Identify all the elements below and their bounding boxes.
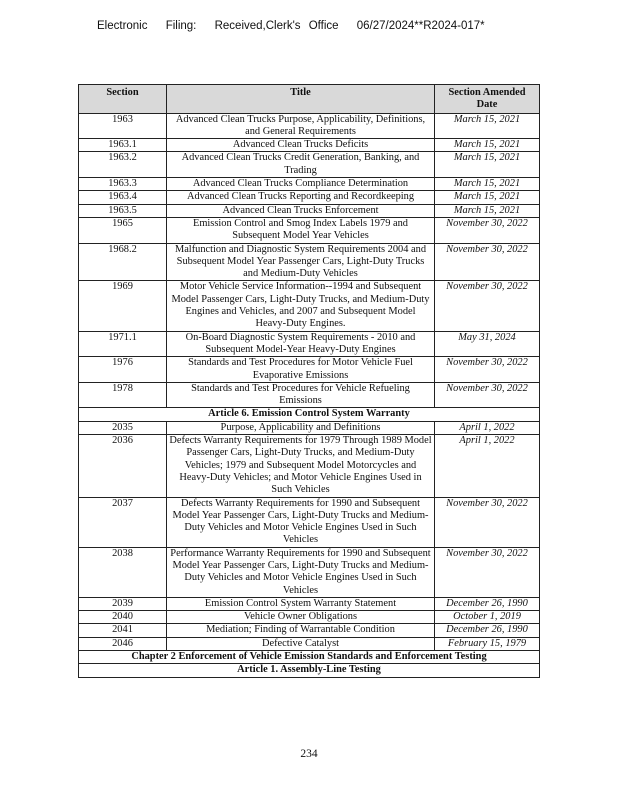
amended-date-cell: November 30, 2022 [435,217,540,243]
section-title-cell: Advanced Clean Trucks Compliance Determination [167,178,435,191]
section-title-cell: Advanced Clean Trucks Deficits [167,139,435,152]
article-1-heading: Article 1. Assembly-Line Testing [79,664,540,677]
section-number-cell: 2040 [79,611,167,624]
section-number-cell: 1978 [79,382,167,408]
section-title-cell: Standards and Test Procedures for Motor Vehicle Fuel Evaporative Emissions [167,357,435,383]
amended-date-cell: March 15, 2021 [435,113,540,139]
amended-date-cell: April 1, 2022 [435,421,540,434]
amended-date-cell: March 15, 2021 [435,191,540,204]
amended-date-cell: November 30, 2022 [435,382,540,408]
amended-date-cell: November 30, 2022 [435,357,540,383]
table-header-row [79,85,540,114]
section-title-cell: Standards and Test Procedures for Vehicle Refueling Emissions [167,382,435,408]
section-title-cell: Mediation; Finding of Warrantable Condition [167,624,435,637]
table-row [79,243,540,281]
filing-header [97,20,499,32]
chapter-2-heading: Chapter 2 Enforcement of Vehicle Emission Standards and Enforcement Testing [79,651,540,664]
section-title-cell: Emission Control System Warranty Statement [167,597,435,610]
table-body-part-1 [79,113,540,408]
table-row [79,435,540,497]
table-row [79,113,540,139]
section-number-cell: 2036 [79,435,167,497]
table-row [79,547,540,597]
amended-date-cell: November 30, 2022 [435,547,540,597]
section-title-cell: Defects Warranty Requirements for 1990 and Subsequent Model Year Passenger Cars, Light-Duty Trucks and Medium-Duty Vehicles and Motor Vehicle Engines Used in Such Vehicles [167,497,435,547]
table-row [79,421,540,434]
section-number-cell: 1963.1 [79,139,167,152]
column-header-section: Section [79,85,167,114]
page-number: 234 [300,748,318,760]
section-title-cell: Purpose, Applicability and Definitions [167,421,435,434]
header-part-3: Received,Clerk's [214,20,301,32]
section-number-cell: 1963 [79,113,167,139]
section-title-cell: Malfunction and Diagnostic System Requirements 2004 and Subsequent Model Year Passenger Cars, Light-Duty Trucks and Medium-Duty Vehicles [167,243,435,281]
table-row [79,597,540,610]
table-row [79,191,540,204]
amended-date-cell: March 15, 2021 [435,152,540,178]
table-row [79,497,540,547]
amended-date-cell: October 1, 2019 [435,611,540,624]
section-number-cell: 2037 [79,497,167,547]
amended-date-cell: May 31, 2024 [435,331,540,357]
section-number-cell: 1976 [79,357,167,383]
table-row [79,637,540,650]
amended-date-cell: April 1, 2022 [435,435,540,497]
section-number-cell: 1963.2 [79,152,167,178]
table-row [79,357,540,383]
section-number-cell: 1971.1 [79,331,167,357]
section-title-cell: Defective Catalyst [167,637,435,650]
table-row [79,624,540,637]
table-row [79,611,540,624]
section-title-cell: Defects Warranty Requirements for 1979 Through 1989 Model Passenger Cars, Light-Duty Trucks, and Medium-Duty Vehicles; 1979 and Subsequent Model Motorcycles and Heavy-Duty Vehicles; and Motor Vehicle Engines Used in Such Vehicles [167,435,435,497]
section-title-cell: Advanced Clean Trucks Reporting and Recordkeeping [167,191,435,204]
column-header-amended-date: Section Amended Date [435,85,540,114]
section-number-cell: 2035 [79,421,167,434]
header-part-5: 06/27/2024**R2024-017* [356,20,485,32]
section-title-cell: Emission Control and Smog Index Labels 1979 and Subsequent Model Year Vehicles [167,217,435,243]
table-row [79,204,540,217]
section-number-cell: 1968.2 [79,243,167,281]
table-row [79,382,540,408]
amended-date-cell: November 30, 2022 [435,243,540,281]
section-number-cell: 2039 [79,597,167,610]
header-part-4: Office [308,20,339,32]
table-body-part-2 [79,421,540,650]
amended-date-cell: December 26, 1990 [435,597,540,610]
section-number-cell: 2038 [79,547,167,597]
section-number-cell: 1963.4 [79,191,167,204]
section-title-cell: On-Board Diagnostic System Requirements - 2010 and Subsequent Model-Year Heavy-Duty Engines [167,331,435,357]
section-number-cell: 1969 [79,281,167,331]
table-row [79,281,540,331]
section-title-cell: Performance Warranty Requirements for 1990 and Subsequent Model Year Passenger Cars, Light-Duty Trucks and Medium-Duty Vehicles and Motor Vehicle Engines Used in Such Vehicles [167,547,435,597]
table-row [79,217,540,243]
section-number-cell: 1963.5 [79,204,167,217]
section-title-cell: Vehicle Owner Obligations [167,611,435,624]
section-title-cell: Advanced Clean Trucks Purpose, Applicability, Definitions, and General Requirements [167,113,435,139]
section-number-cell: 1965 [79,217,167,243]
section-number-cell: 2041 [79,624,167,637]
amended-date-cell: December 26, 1990 [435,624,540,637]
header-part-1: Electronic [97,20,148,32]
amended-date-cell: November 30, 2022 [435,497,540,547]
column-header-title: Title [167,85,435,114]
table-row [79,152,540,178]
amended-date-cell: March 15, 2021 [435,139,540,152]
section-title-cell: Advanced Clean Trucks Credit Generation, Banking, and Trading [167,152,435,178]
amended-date-cell: November 30, 2022 [435,281,540,331]
section-number-cell: 2046 [79,637,167,650]
chapter-2-row [79,651,540,664]
article-1-row [79,664,540,677]
section-number-cell: 1963.3 [79,178,167,191]
table-row [79,331,540,357]
amended-date-cell: February 15, 1979 [435,637,540,650]
article-6-heading: Article 6. Emission Control System Warranty [79,408,540,421]
amended-date-cell: March 15, 2021 [435,178,540,191]
amended-date-cell: March 15, 2021 [435,204,540,217]
sections-table [78,84,540,678]
section-title-cell: Advanced Clean Trucks Enforcement [167,204,435,217]
section-title-cell: Motor Vehicle Service Information--1994 and Subsequent Model Passenger Cars, Light-Duty Trucks, and Medium-Duty Engines and Vehicles, and 2007 and Subsequent Model Heavy-Duty Engines. [167,281,435,331]
table-row [79,178,540,191]
article-6-row [79,408,540,421]
header-part-2: Filing: [165,20,197,32]
table-row [79,139,540,152]
